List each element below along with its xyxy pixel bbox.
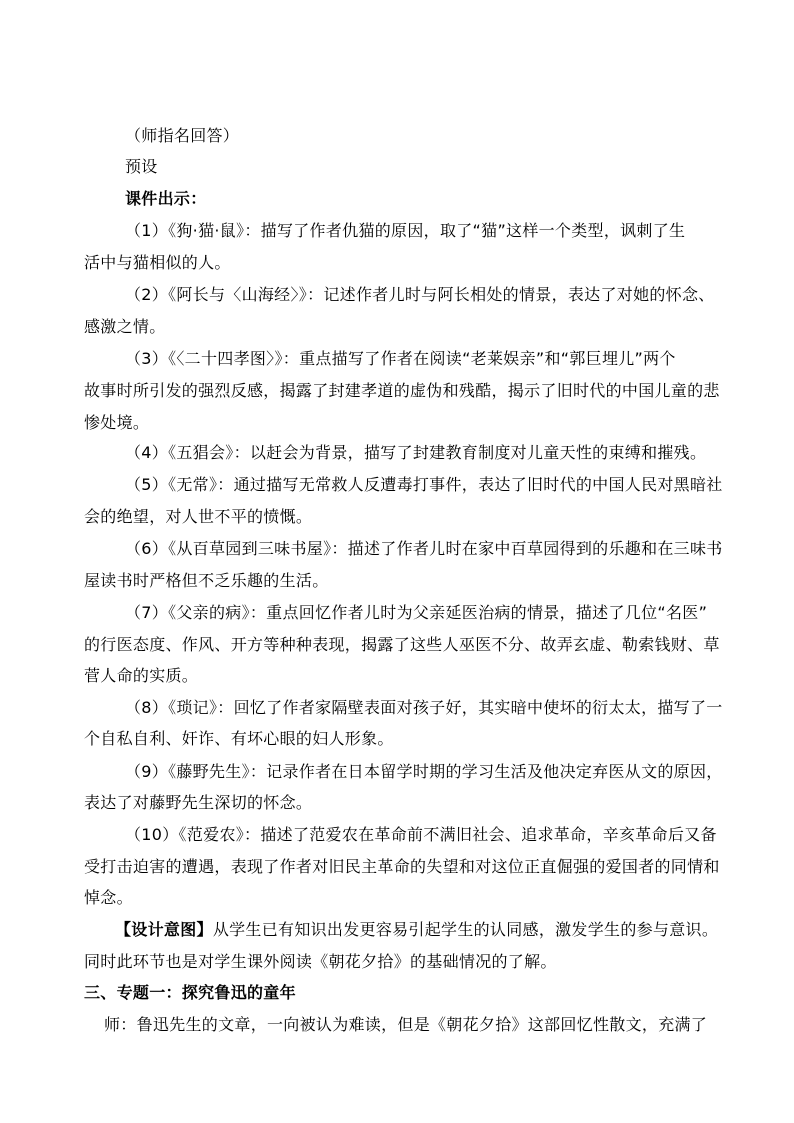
courseware-heading: 课件出示： [125,189,207,208]
section-heading: 三、专题一：探究鲁迅的童年 [84,983,296,1002]
item-10-line-2: 受打击迫害的遭遇，表现了作者对旧民主革命的失望和对这位正直倔强的爱国者的同情和 [84,857,720,876]
item-9-line-1: （9）《藤野先生》：记录作者在日本留学时期的学习生活及他决定弃医从文的原因， [125,762,723,781]
item-10-line-1: （10）《范爱农》：描述了范爱农在革命前不满旧社会、追求革命，辛亥革命后又备 [125,825,717,844]
design-intent-label: 【设计意图】 [115,920,213,939]
item-8-line-1: （8）《琐记》：回忆了作者家隔壁表面对孩子好，其实暗中使坏的衍太太，描写了一 [125,698,723,717]
item-6-line-1: （6）《从百草园到三味书屋》：描述了作者儿时在家中百草园得到的乐趣和在三味书 [125,539,723,558]
item-3-line-3: 惨处境。 [84,413,150,432]
item-2-line-2: 感激之情。 [84,317,166,336]
item-1-line-2: 活中与猫相似的人。 [84,253,231,272]
item-2-line-1: （2）《阿长与〈山海经〉》：记述作者儿时与阿长相处的情景，表达了对她的怀念、 [125,285,715,304]
item-3-line-2: 故事时所引发的强烈反感，揭露了封建孝道的虚伪和残酷，揭示了旧时代的中国儿童的悲 [84,381,720,400]
item-1-line-1: （1）《狗·猫·鼠》：描写了作者仇猫的原因，取了“猫”这样一个类型，讽刺了生 [125,221,686,240]
item-6-line-2: 屋读书时严格但不乏乐趣的生活。 [84,571,329,590]
item-9-line-2: 表达了对藤野先生深切的怀念。 [84,793,313,812]
item-4-line-1: （4）《五猖会》：以赶会为背景，描写了封建教育制度对儿童天性的束缚和摧残。 [125,443,707,462]
teacher-speech-line-1: 师：鲁迅先生的文章，一向被认为难读，但是《朝花夕拾》这部回忆性散文，充满了 [104,1015,708,1034]
item-7-line-1: （7）《父亲的病》：重点回忆作者儿时为父亲延医治病的情景，描述了几位“名医” [125,603,708,622]
item-7-line-3: 菅人命的实质。 [84,666,199,685]
item-8-line-2: 个自私自利、奸诈、有坏心眼的妇人形象。 [84,729,394,748]
preset-label: 预设 [125,157,158,176]
design-intent-line-1 [115,920,794,940]
design-intent-text: 从学生已有知识出发更容易引起学生的认同感，激发学生的参与意识。 [212,920,719,939]
item-10-line-3: 悼念。 [84,888,133,907]
item-5-line-1: （5）《无常》：通过描写无常救人反遭毒打事件，表达了旧时代的中国人民对黑暗社 [125,475,723,494]
item-7-line-2: 的行医态度、作风、开方等种种表现，揭露了这些人巫医不分、故弄玄虚、勒索钱财、草 [84,635,720,654]
item-3-line-1: （3）《〈二十四孝图〉》：重点描写了作者在阅读“老莱娱亲”和“郭巨埋儿”两个 [125,349,676,368]
design-intent-line-2: 同时此环节也是对学生课外阅读《朝花夕拾》的基础情况的了解。 [84,952,557,971]
teacher-instruction: （师指名回答） [125,126,240,145]
item-5-line-2: 会的绝望，对人世不平的愤慨。 [84,507,313,526]
